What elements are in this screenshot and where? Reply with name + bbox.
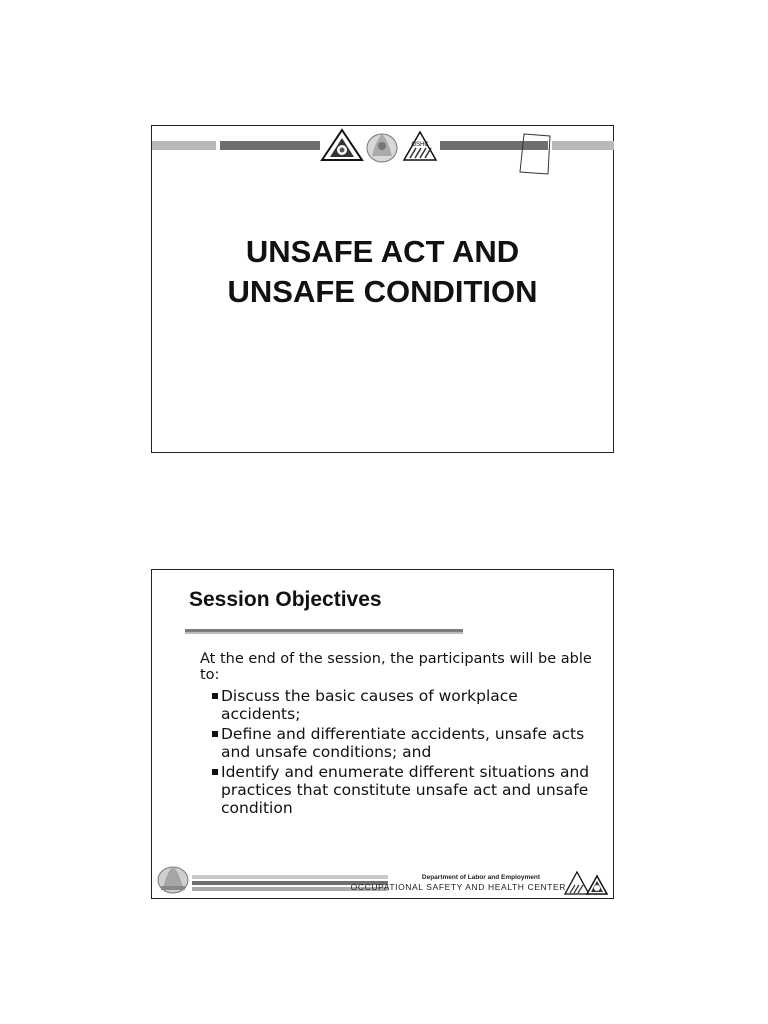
objectives-slide bbox=[151, 569, 614, 899]
slide-heading: Session Objectives bbox=[189, 588, 382, 611]
square-bullet-icon bbox=[212, 731, 218, 737]
objective-text: Discuss the basic causes of workplace accidents; bbox=[221, 687, 518, 723]
square-bullet-icon bbox=[212, 769, 218, 775]
header-logo-group bbox=[320, 126, 440, 166]
triangle-logo-icon bbox=[322, 130, 362, 160]
footer-department: Department of Labor and Employment bbox=[421, 874, 540, 881]
objective-text: Define and differentiate accidents, unsafe acts and unsafe conditions; and bbox=[221, 725, 585, 761]
header-band-right-light bbox=[552, 141, 614, 150]
header-band-left-light bbox=[152, 141, 216, 150]
footer-center-name: OCCUPATIONAL SAFETY AND HEALTH CENTER bbox=[350, 882, 566, 892]
page-corner-icon bbox=[518, 132, 554, 176]
slide-title-line2: UNSAFE CONDITION bbox=[227, 274, 538, 309]
objective-item bbox=[212, 763, 602, 817]
oshc-badge-text: OSHC bbox=[411, 142, 429, 148]
footer-band-top bbox=[192, 875, 388, 879]
seal-icon bbox=[367, 134, 397, 162]
slide-title bbox=[152, 232, 613, 312]
objective-item bbox=[212, 725, 602, 761]
footer-oshc-logo-icon bbox=[563, 868, 609, 896]
heading-underline bbox=[185, 629, 463, 634]
intro-text: At the end of the session, the participants will be able to: bbox=[200, 651, 592, 683]
objective-text: Identify and enumerate different situations and practices that constitute unsafe act and unsafe condition bbox=[221, 763, 590, 817]
square-bullet-icon bbox=[212, 693, 218, 699]
objective-item bbox=[212, 687, 602, 723]
oshc-triangle-icon bbox=[404, 132, 436, 160]
slide-title-line1: UNSAFE ACT AND bbox=[245, 234, 520, 269]
footer-seal-icon bbox=[155, 860, 191, 896]
title-slide bbox=[151, 125, 614, 453]
header-band-left-dark bbox=[220, 141, 320, 150]
objectives-list bbox=[212, 687, 602, 819]
